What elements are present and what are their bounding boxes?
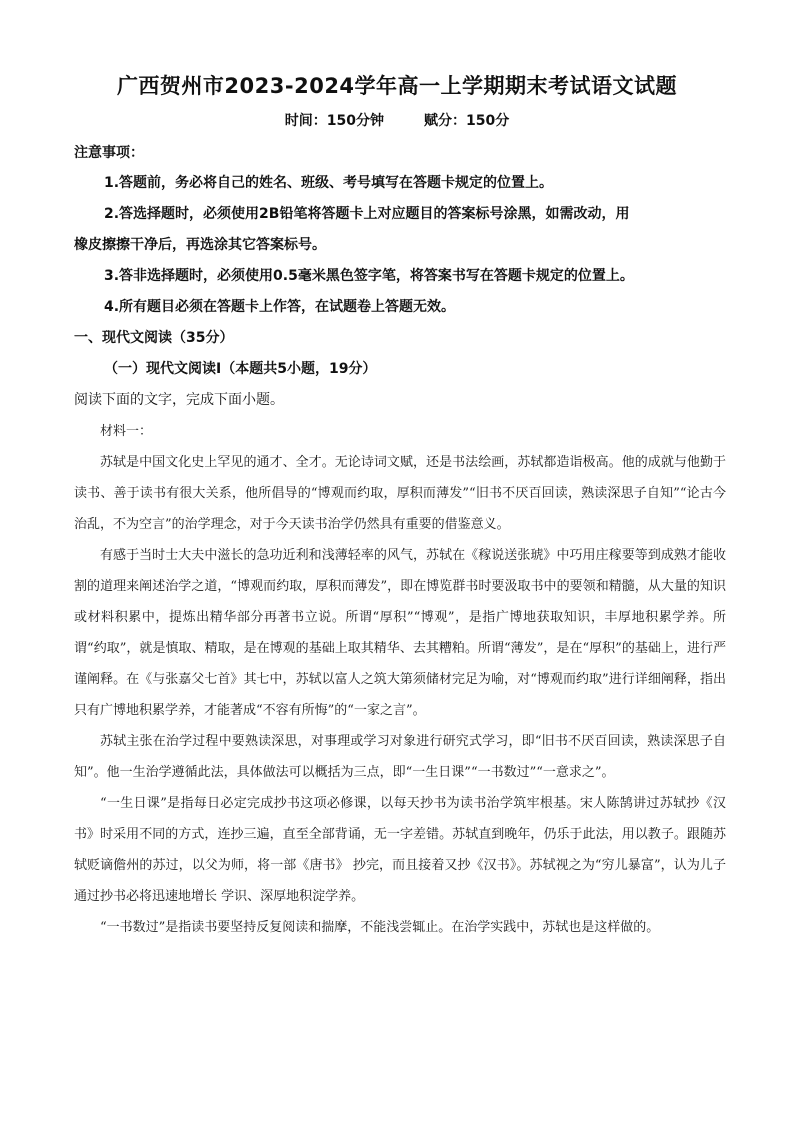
material-label: 材料一：	[100, 424, 153, 439]
notice-heading: 注意事项：	[74, 145, 144, 161]
section-heading: 一、现代文阅读（35分）	[74, 330, 234, 346]
exam-score: 赋分：150分	[424, 113, 510, 129]
exam-meta	[0, 110, 794, 130]
material-body	[74, 416, 726, 943]
material-paragraph-3: 苏轼主张在治学过程中要熟读深思，对事理或学习对象进行研究式学习，即“旧书不厌百回读，熟读深思子自知”。他一生治学遵循此法，具体做法可以概括为三点，即“一生日课”“一书数过”“一意求之”。	[74, 734, 726, 780]
notice-item-2-cont: 橡皮擦擦干净后，再选涂其它答案标号。	[74, 237, 326, 253]
section-subheading: （一）现代文阅读Ⅰ（本题共5小题，19分）	[104, 361, 377, 377]
notice-item-1: 1.答题前，务必将自己的姓名、班级、考号填写在答题卡规定的位置上。	[104, 175, 554, 191]
notice-item-3: 3.答非选择题时，必须使用0.5毫米黑色签字笔，将答案书写在答题卡规定的位置上。	[104, 268, 634, 284]
exam-title: 广西贺州市2023-2024学年高一上学期期末考试语文试题	[116, 74, 678, 98]
exam-time: 时间：150分钟	[284, 113, 384, 129]
material-paragraph-1: 苏轼是中国文化史上罕见的通才、全才。无论诗词文赋，还是书法绘画，苏轼都造诣极高。他的成就与他勤于读书、善于读书有很大关系，他所倡导的“博观而约取，厚积而薄发”“旧书不厌百回读，熟读深思子自知”“论古今治乱，不为空言”的治学理念，对于今天读书治学仍然具有重要的借鉴意义。	[74, 455, 726, 532]
material-paragraph-4: “一生日课”是指每日必定完成抄书这项必修课，以每天抄书为读书治学筑牢根基。宋人陈鹄讲过苏轼抄《汉书》时采用不同的方式，连抄三遍，直至全部背诵，无一字差错。苏轼直到晚年，仍乐于此法，用以教子。跟随苏轼贬谪儋州的苏过，以父为师，将一部《唐书》 抄完，而且接着又抄《汉书》。苏轼视之为“穷儿暴富”，认为儿子通过抄书必将迅速地增长 学识、深厚地积淀学养。	[74, 796, 726, 904]
material-paragraph-5: “一书数过”是指读书要坚持反复阅读和揣摩，不能浅尝辄止。在治学实践中，苏轼也是这样做的。	[100, 920, 660, 935]
notice-item-2: 2.答选择题时，必须使用2B铅笔将答题卡上对应题目的答案标号涂黑，如需改动，用	[104, 206, 630, 222]
reading-instruction: 阅读下面的文字，完成下面小题。	[74, 392, 284, 408]
notice-item-4: 4.所有题目必须在答题卡上作答，在试题卷上答题无效。	[104, 299, 456, 315]
material-paragraph-2: 有感于当时士大夫中滋长的急功近利和浅薄轻率的风气，苏轼在《稼说送张琥》中巧用庄稼要等到成熟才能收割的道理来阐述治学之道，“博观而约取，厚积而薄发”，即在博览群书时要汲取书中的要领和精髓，从大量的知识或材料积累中，提炼出精华部分再著书立说。所谓“厚积”“博观”，是指广博地获取知识，丰厚地积累学养。所谓“约取”，就是慎取、精取，是在博观的基础上取其精华、去其糟粕。所谓“薄发”，是在“厚积”的基础上，进行严谨阐释。在《与张嘉父七首》其七中，苏轼以富人之筑大第须储材完足为喻，对“博观而约取”进行详细阐释，指出只有广博地积累学养，才能著成“不容有所悔”的“一家之言”。	[74, 548, 726, 718]
